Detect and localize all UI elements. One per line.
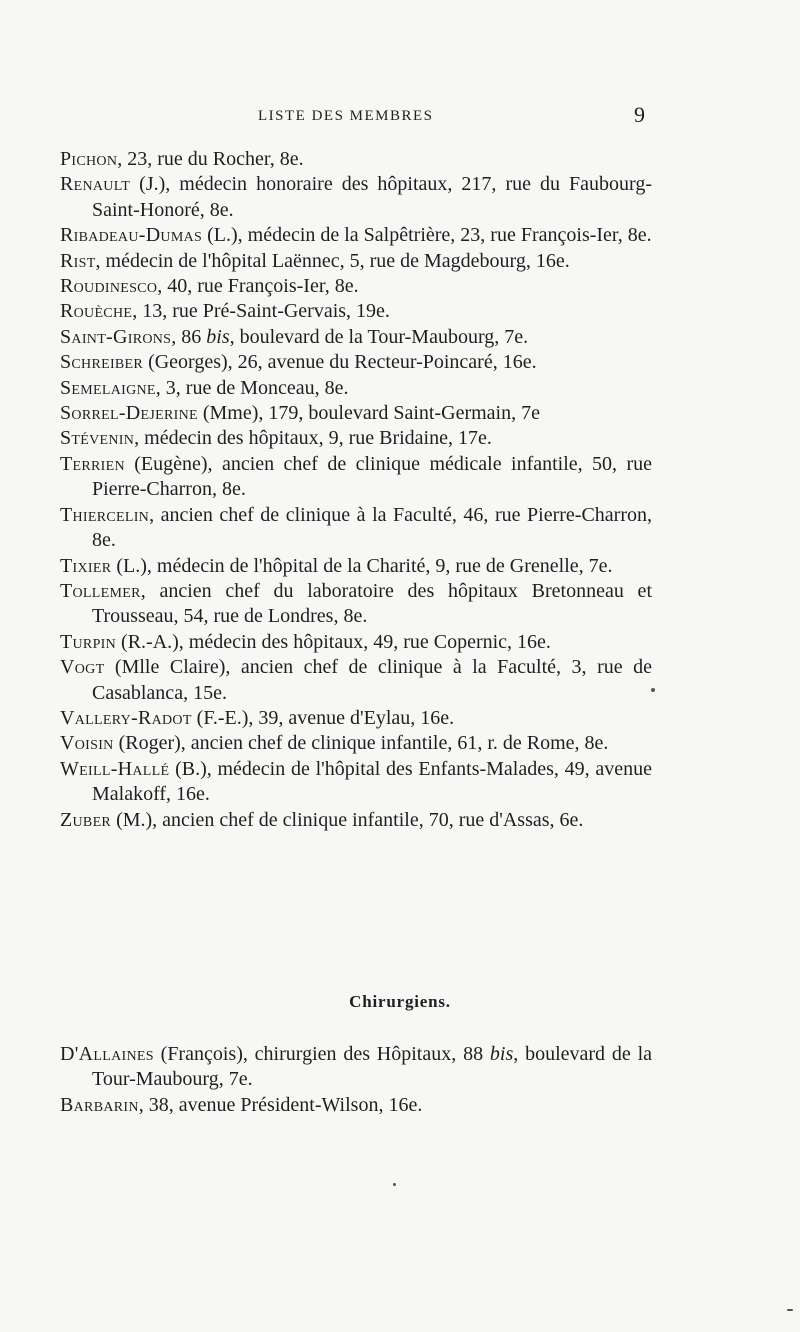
member-surname: Ribadeau-Dumas xyxy=(60,224,203,247)
member-entry xyxy=(60,223,652,248)
surgeon-surname: D'Allaines xyxy=(60,1043,154,1065)
member-surname: Stévenin xyxy=(60,427,135,450)
surgeon-details: , boulevard de la Tour-Maubourg, 7e. xyxy=(92,1043,653,1091)
section-heading: Chirurgiens. xyxy=(349,992,451,1011)
member-entry xyxy=(60,401,652,426)
member-details-before: , 86 xyxy=(171,325,207,348)
paper-speck xyxy=(787,1309,793,1311)
member-surname: Rist xyxy=(60,249,96,272)
member-details: , 3, rue de Monceau, 8e. xyxy=(155,376,349,399)
member-surname: Vallery-Radot xyxy=(60,706,192,729)
member-surname: Schreiber xyxy=(60,351,144,374)
member-entry xyxy=(60,172,652,223)
member-details: (Georges), 26, avenue du Recteur-Poincaré, 16e. xyxy=(143,351,537,374)
member-details-italic: bis xyxy=(206,325,230,348)
member-surname: Tixier xyxy=(60,554,112,577)
page-number: 9 xyxy=(634,102,645,127)
member-details: (Mlle Claire), ancien chef de clinique à la Faculté, 3, rue de Casablanca, 15e. xyxy=(92,656,652,704)
member-details: (L.), médecin de la Salpêtrière, 23, rue François-Ier, 8e. xyxy=(202,224,652,247)
member-details: , ancien chef du laboratoire des hôpitaux Bretonneau et Trousseau, 54, rue de Londres, 8e. xyxy=(92,579,652,628)
member-details: , 13, rue Pré-Saint-Gervais, 19e. xyxy=(132,300,390,323)
member-surname: Turpin xyxy=(60,630,117,653)
member-entry xyxy=(60,554,652,579)
member-details: (F.-E.), 39, avenue d'Eylau, 16e. xyxy=(191,706,455,729)
member-entry xyxy=(60,249,652,274)
running-title: LISTE DES MEMBRES xyxy=(258,108,434,124)
member-entry xyxy=(60,731,652,756)
member-surname: Terrien xyxy=(60,452,125,475)
member-details: , médecin de l'hôpital Laënnec, 5, rue de Magdebourg, 16e. xyxy=(95,249,570,272)
member-details: (M.), ancien chef de clinique infantile, 70, rue d'Assas, 6e. xyxy=(111,808,584,831)
member-entry xyxy=(60,350,652,375)
surgeon-entry xyxy=(60,1093,652,1118)
member-details: , 40, rue François-Ier, 8e. xyxy=(157,275,359,298)
surgeon-list xyxy=(60,1042,652,1118)
member-entry xyxy=(60,630,652,655)
member-list xyxy=(60,147,652,833)
member-details: (R.-A.), médecin des hôpitaux, 49, rue Copernic, 16e. xyxy=(116,630,551,653)
member-surname: Tollemer xyxy=(60,579,141,602)
running-head xyxy=(0,102,800,132)
member-details: (Eugène), ancien chef de clinique médicale infantile, 50, rue Pierre-Charron, 8e. xyxy=(92,452,652,501)
surgeon-details-italic: bis xyxy=(489,1043,514,1065)
member-entry xyxy=(60,452,652,503)
member-surname: Voisin xyxy=(60,732,114,755)
member-details: , boulevard de la Tour-Maubourg, 7e. xyxy=(229,325,529,348)
member-entry xyxy=(60,503,652,554)
member-surname: Renault xyxy=(60,173,131,196)
member-entry xyxy=(60,147,652,172)
member-entry xyxy=(60,655,652,706)
member-details: (Roger), ancien chef de clinique infantile, 61, r. de Rome, 8e. xyxy=(113,732,609,755)
member-surname: Roudinesco xyxy=(60,275,158,298)
member-details: , ancien chef de clinique à la Faculté, 46, rue Pierre-Charron, 8e. xyxy=(92,503,652,552)
surgeon-details-before: (François), chirurgien des Hôpitaux, 88 xyxy=(153,1043,490,1065)
member-details: (B.), médecin de l'hôpital des Enfants-Malades, 49, avenue Malakoff, 16e. xyxy=(92,757,652,806)
surgeon-entry xyxy=(60,1042,652,1093)
member-details: , médecin des hôpitaux, 9, rue Bridaine, 17e. xyxy=(134,427,492,450)
member-surname: Pichon xyxy=(60,148,118,170)
member-surname: Sorrel-Dejerine xyxy=(60,402,198,425)
surgeon-details: , 38, avenue Président-Wilson, 16e. xyxy=(138,1093,423,1116)
member-surname: Semelaigne xyxy=(60,376,156,399)
member-entry xyxy=(60,757,652,808)
member-entry xyxy=(60,299,652,324)
member-surname: Zuber xyxy=(60,808,112,831)
member-entry xyxy=(60,325,652,350)
paper-speck xyxy=(393,1183,396,1186)
member-details: (Mme), 179, boulevard Saint-Germain, 7e xyxy=(197,402,540,425)
member-entry xyxy=(60,274,652,299)
surgeon-surname: Barbarin xyxy=(60,1093,139,1116)
member-entry xyxy=(60,376,652,401)
member-surname: Saint-Girons xyxy=(60,325,172,348)
member-surname: Vogt xyxy=(60,656,105,679)
member-surname: Rouèche xyxy=(60,300,133,323)
member-surname: Thiercelin xyxy=(60,503,150,526)
paper-speck xyxy=(651,688,655,692)
member-entry xyxy=(60,579,652,630)
member-entry xyxy=(60,426,652,451)
member-entry xyxy=(60,706,652,731)
member-surname: Weill-Hallé xyxy=(60,757,170,780)
member-details: , 23, rue du Rocher, 8e. xyxy=(117,148,304,170)
member-details: (J.), médecin honoraire des hôpitaux, 217, rue du Faubourg-Saint-Honoré, 8e. xyxy=(92,173,652,221)
member-details: (L.), médecin de l'hôpital de la Charité, 9, rue de Grenelle, 7e. xyxy=(111,554,613,577)
member-entry xyxy=(60,808,652,833)
